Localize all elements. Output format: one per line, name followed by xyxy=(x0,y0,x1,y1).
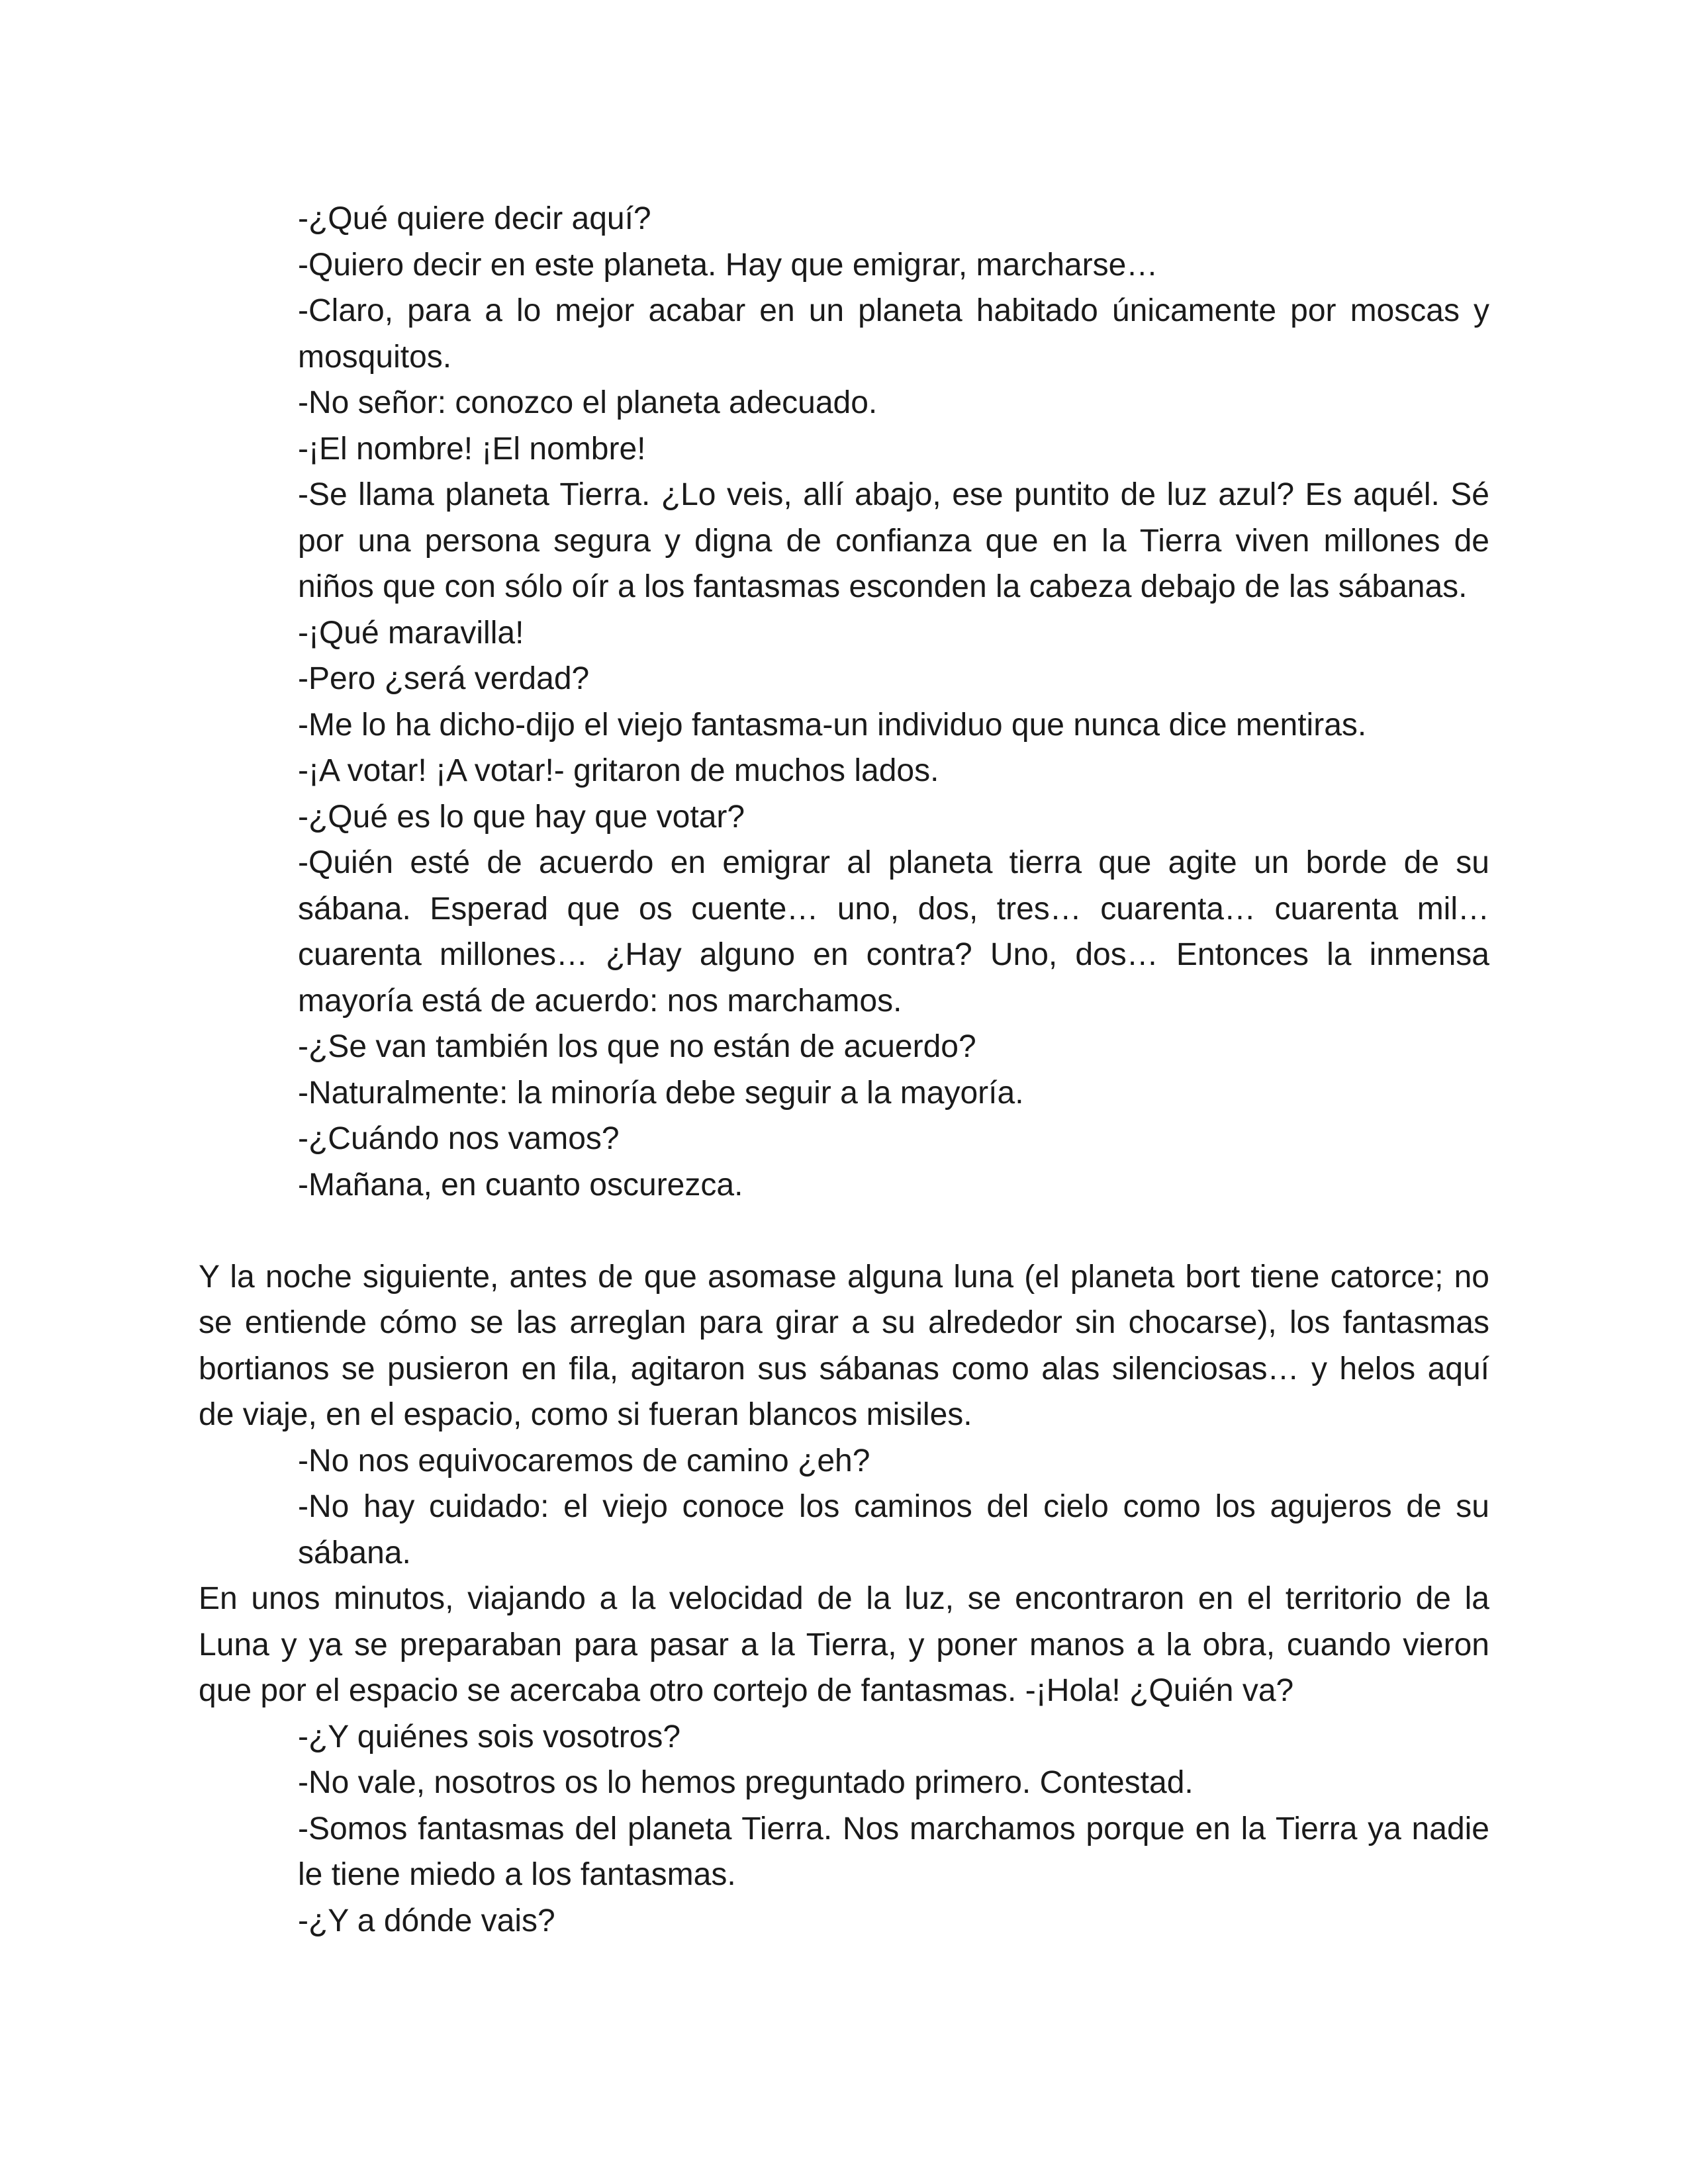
narrative-paragraph: En unos minutos, viajando a la velocidad de la luz, se encontraron en el territorio de la Luna y ya se preparaban para pasar a la Tierra, y poner manos a la obra, cuando vieron que por el espacio se acercaba otro cortejo de fantasmas. -¡Hola! ¿Quién va? xyxy=(199,1581,1489,1708)
dialogue-line: -¿Y a dónde vais? xyxy=(298,1903,555,1938)
dialogue-line: -No señor: conozco el planeta adecuado. xyxy=(298,385,878,420)
dialogue-line: -Quiero decir en este planeta. Hay que emigrar, marcharse… xyxy=(298,247,1158,283)
dialogue-line: -¿Y quiénes sois vosotros? xyxy=(298,1719,681,1754)
dialogue-line: -No vale, nosotros os lo hemos preguntado primero. Contestad. xyxy=(298,1765,1194,1800)
dialogue-line: -¿Cuándo nos vamos? xyxy=(298,1121,620,1156)
dialogue-line: -Se llama planeta Tierra. ¿Lo veis, allí abajo, ese puntito de luz azul? Es aquél. Sé por una persona segura y digna de confianza que en la Tierra viven millones de niños que con sólo oír a los fantasmas esconden la cabeza debajo de las sábanas. xyxy=(298,477,1489,604)
dialogue-line: -Naturalmente: la minoría debe seguir a la mayoría. xyxy=(298,1075,1024,1111)
dialogue-line: -Quién esté de acuerdo en emigrar al planeta tierra que agite un borde de su sábana. Esperad que os cuente… uno, dos, tres… cuarenta… cuarenta mil… cuarenta millones… ¿Hay alguno en contra? Uno, dos… Entonces la inmensa mayoría está de acuerdo: nos marchamos. xyxy=(298,845,1489,1019)
dialogue-line: -Pero ¿será verdad? xyxy=(298,661,590,696)
narrative-paragraph: Y la noche siguiente, antes de que asomase alguna luna (el planeta bort tiene catorce; no se entiende cómo se las arreglan para girar a su alrededor sin chocarse), los fantasmas bortianos se pusieron en fila, agitaron sus sábanas como alas silenciosas… y helos aquí de viaje, en el espacio, como si fueran blancos misiles. xyxy=(199,1259,1489,1432)
dialogue-line: -No nos equivocaremos de camino ¿eh? xyxy=(298,1443,870,1479)
dialogue-line: -¡A votar! ¡A votar!- gritaron de muchos lados. xyxy=(298,753,939,788)
dialogue-line: -No hay cuidado: el viejo conoce los caminos del cielo como los agujeros de su sábana. xyxy=(298,1489,1489,1570)
dialogue-line: -Somos fantasmas del planeta Tierra. Nos marchamos porque en la Tierra ya nadie le tiene miedo a los fantasmas. xyxy=(298,1811,1489,1892)
dialogue-line: -¿Se van también los que no están de acuerdo? xyxy=(298,1029,976,1064)
dialogue-line: -Mañana, en cuanto oscurezca. xyxy=(298,1167,743,1203)
dialogue-line: -¿Qué es lo que hay que votar? xyxy=(298,799,745,835)
paragraph-gap xyxy=(199,1208,1489,1254)
dialogue-line: -Claro, para a lo mejor acabar en un planeta habitado únicamente por moscas y mosquitos. xyxy=(298,293,1489,375)
story-text xyxy=(199,196,1489,1944)
dialogue-line: -¡El nombre! ¡El nombre! xyxy=(298,431,646,467)
dialogue-line: -¿Qué quiere decir aquí? xyxy=(298,201,651,236)
dialogue-line: -¡Qué maravilla! xyxy=(298,615,524,651)
dialogue-line: -Me lo ha dicho-dijo el viejo fantasma-un individuo que nunca dice mentiras. xyxy=(298,707,1367,743)
